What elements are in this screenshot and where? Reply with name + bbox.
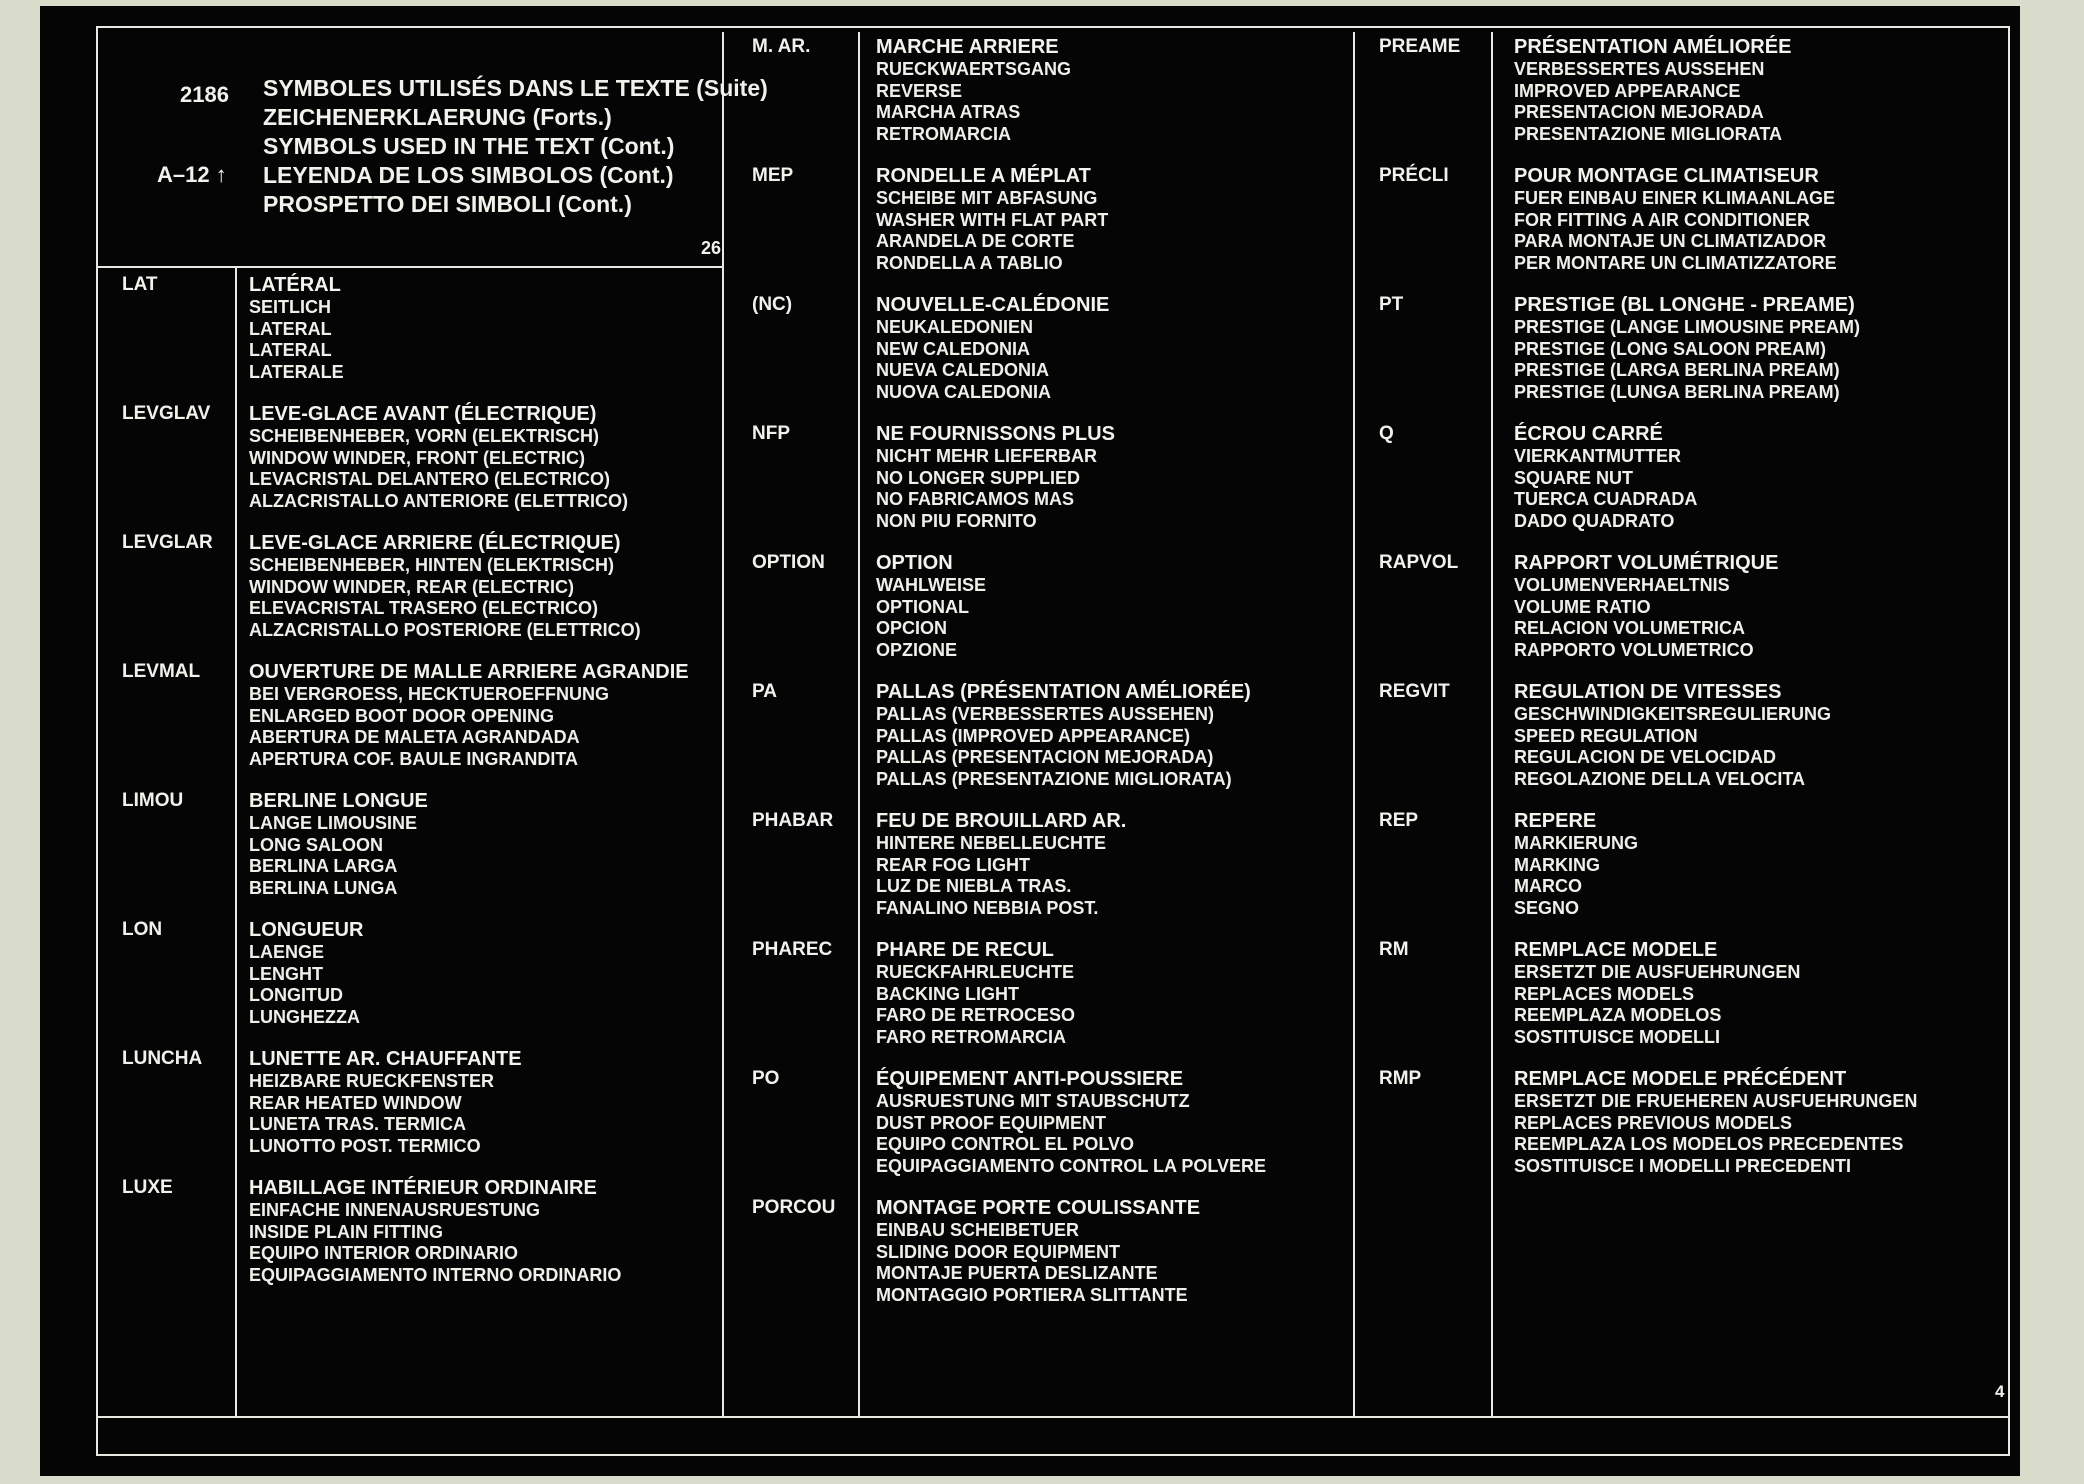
entry-translations (249, 661, 689, 770)
term-translation: LONG SALOON (249, 834, 383, 855)
term-french: POUR MONTAGE CLIMATISEUR (1514, 165, 1819, 187)
entry-abbreviation: RM (1379, 939, 1409, 960)
term-translation: LONGITUD (249, 985, 343, 1005)
entry-abbreviation: PORCOU (752, 1197, 836, 1218)
entry-abbreviation: PA (752, 681, 777, 702)
term-translation: GESCHWINDIGKEITSREGULIERUNG (1514, 704, 1832, 724)
entry-translations (876, 36, 1071, 145)
entry-abbreviation: PHAREC (752, 939, 833, 960)
term-translation: DADO QUADRATO (1514, 510, 1675, 531)
term-translation: RONDELLA A TABLIO (876, 252, 1063, 273)
term-translation: OPZIONE (876, 639, 958, 660)
term-translation: NICHT MEHR LIEFERBAR (876, 446, 1097, 466)
term-translation: FANALINO NEBBIA POST. (876, 897, 1099, 918)
entry-abbreviation: RAPVOL (1379, 552, 1459, 573)
term-translation: PARA MONTAJE UN CLIMATIZADOR (1514, 231, 1827, 251)
term-translation: PALLAS (VERBESSERTES AUSSEHEN) (876, 704, 1215, 724)
term-translation: SQUARE NUT (1514, 467, 1634, 488)
term-french: ÉCROU CARRÉ (1514, 423, 1663, 445)
entry-translations (249, 790, 428, 899)
term-translation: EQUIPO INTERIOR ORDINARIO (249, 1243, 519, 1263)
term-translation: ALZACRISTALLO POSTERIORE (ELETTRICO) (249, 619, 641, 640)
term-translation: ERSETZT DIE FRUEHEREN AUSFUEHRUNGEN (1514, 1091, 1918, 1111)
term-translation: NO LONGER SUPPLIED (876, 467, 1081, 488)
term-translation: NUOVA CALEDONIA (876, 381, 1051, 402)
term-french: MONTAGE PORTE COULISSANTE (876, 1197, 1201, 1219)
term-french: PHARE DE RECUL (876, 939, 1054, 961)
entry-abbreviation: PREAME (1379, 36, 1461, 57)
term-french: LEVE-GLACE ARRIERE (ÉLECTRIQUE) (249, 532, 621, 554)
term-translation: REGULACION DE VELOCIDAD (1514, 747, 1777, 767)
term-translation: VIERKANTMUTTER (1514, 446, 1681, 466)
term-translation: PRESTIGE (LANGE LIMOUSINE PREAM) (1514, 317, 1861, 337)
term-translation: REEMPLAZA LOS MODELOS PRECEDENTES (1514, 1134, 1904, 1154)
term-translation: RELACION VOLUMETRICA (1514, 618, 1745, 638)
term-translation: BEI VERGROESS, HECKTUEROEFFNUNG (249, 684, 610, 704)
term-translation: NUEVA CALEDONIA (876, 360, 1050, 380)
term-translation: FUER EINBAU EINER KLIMAANLAGE (1514, 188, 1836, 208)
term-translation: DUST PROOF EQUIPMENT (876, 1112, 1107, 1133)
term-translation: TUERCA CUADRADA (1514, 489, 1698, 509)
page-number: 4 (1995, 1382, 2005, 1401)
term-translation: VERBESSERTES AUSSEHEN (1514, 59, 1765, 79)
entry-abbreviation: LEVMAL (122, 661, 201, 682)
term-translation: OPCION (876, 618, 948, 638)
term-translation: MONTAJE PUERTA DESLIZANTE (876, 1263, 1158, 1283)
entry-abbreviation: NFP (752, 423, 790, 444)
term-french: LEVE-GLACE AVANT (ÉLECTRIQUE) (249, 403, 597, 425)
entry-translations (876, 1197, 1200, 1306)
term-translation: MARCO (1514, 876, 1582, 896)
term-french: PALLAS (PRÉSENTATION AMÉLIORÉE) (876, 681, 1251, 703)
term-translation: LAENGE (249, 942, 325, 962)
term-translation: MONTAGGIO PORTIERA SLITTANTE (876, 1284, 1188, 1305)
term-translation: REPLACES PREVIOUS MODELS (1514, 1112, 1793, 1133)
term-translation: LANGE LIMOUSINE (249, 813, 418, 833)
term-french: NOUVELLE-CALÉDONIE (876, 294, 1110, 316)
entry-translations (1514, 939, 1800, 1048)
term-translation: NON PIU FORNITO (876, 510, 1037, 531)
term-translation: LUNGHEZZA (249, 1006, 360, 1027)
entry-abbreviation: (NC) (752, 294, 793, 315)
term-translation: SPEED REGULATION (1514, 725, 1698, 746)
term-translation: LATERAL (249, 318, 332, 339)
term-translation: LATERALE (249, 361, 344, 382)
term-translation: OPTIONAL (876, 596, 969, 617)
term-translation: EQUIPAGGIAMENTO CONTROL LA POLVERE (876, 1155, 1267, 1176)
entry-abbreviation: LUXE (122, 1177, 173, 1198)
entry-abbreviation: LUNCHA (122, 1048, 203, 1069)
entry-translations (249, 919, 363, 1028)
entry-abbreviation: LIMOU (122, 790, 184, 811)
entry-translations (1514, 1068, 1917, 1177)
section-page: 26 (701, 238, 722, 258)
term-translation: RAPPORTO VOLUMETRICO (1514, 639, 1754, 660)
term-translation: BACKING LIGHT (876, 983, 1019, 1004)
term-translation: VOLUME RATIO (1514, 596, 1651, 617)
entry-abbreviation: RMP (1379, 1068, 1422, 1089)
entry-abbreviation: PRÉCLI (1379, 165, 1449, 186)
header-title: SYMBOLS USED IN THE TEXT (Cont.) (263, 133, 675, 159)
term-translation: FARO RETROMARCIA (876, 1026, 1066, 1047)
entry-abbreviation: PT (1379, 294, 1404, 315)
term-translation: LUNOTTO POST. TERMICO (249, 1135, 481, 1156)
term-french: HABILLAGE INTÉRIEUR ORDINAIRE (249, 1177, 597, 1199)
entry-translations (249, 274, 344, 383)
term-translation: SOSTITUISCE MODELLI (1514, 1026, 1721, 1047)
term-translation: PRESENTAZIONE MIGLIORATA (1514, 123, 1782, 144)
term-french: REMPLACE MODELE PRÉCÉDENT (1514, 1068, 1847, 1090)
term-translation: LEVACRISTAL DELANTERO (ELECTRICO) (249, 469, 610, 489)
term-translation: NEUKALEDONIEN (876, 317, 1034, 337)
term-translation: ALZACRISTALLO ANTERIORE (ELETTRICO) (249, 490, 628, 511)
term-translation: RETROMARCIA (876, 123, 1011, 144)
divider-right-abbr (1491, 32, 1493, 1418)
term-translation: HINTERE NEBELLEUCHTE (876, 833, 1107, 853)
term-translation: MARKIERUNG (1514, 833, 1638, 853)
entry-abbreviation: PHABAR (752, 810, 834, 831)
term-translation: REAR FOG LIGHT (876, 854, 1030, 875)
term-translation: WINDOW WINDER, REAR (ELECTRIC) (249, 576, 574, 597)
term-translation: LUNETA TRAS. TERMICA (249, 1114, 466, 1134)
term-translation: HEIZBARE RUECKFENSTER (249, 1071, 495, 1091)
entry-translations (876, 1068, 1266, 1177)
entry-abbreviation: LON (122, 919, 163, 940)
term-french: LUNETTE AR. CHAUFFANTE (249, 1048, 522, 1070)
entry-translations (1514, 810, 1638, 919)
term-translation: ELEVACRISTAL TRASERO (ELECTRICO) (249, 598, 599, 618)
term-translation: INSIDE PLAIN FITTING (249, 1221, 444, 1242)
term-translation: REEMPLAZA MODELOS (1514, 1005, 1722, 1025)
term-french: OUVERTURE DE MALLE ARRIERE AGRANDIE (249, 661, 689, 683)
term-translation: SOSTITUISCE I MODELLI PRECEDENTI (1514, 1155, 1852, 1176)
microfiche-frame (40, 6, 2020, 1476)
term-french: RAPPORT VOLUMÉTRIQUE (1514, 552, 1779, 574)
entry-translations (876, 939, 1075, 1048)
term-french: RONDELLE A MÉPLAT (876, 165, 1091, 187)
term-translation: PALLAS (PRESENTACION MEJORADA) (876, 747, 1214, 767)
term-french: NE FOURNISSONS PLUS (876, 423, 1115, 445)
term-translation: RUECKFAHRLEUCHTE (876, 962, 1074, 982)
entry-abbreviation: LEVGLAR (122, 532, 213, 553)
entry-translations (1514, 36, 1791, 145)
term-french: ÉQUIPEMENT ANTI-POUSSIERE (876, 1068, 1184, 1090)
term-translation: AUSRUESTUNG MIT STAUBSCHUTZ (876, 1091, 1190, 1111)
term-french: REGULATION DE VITESSES (1514, 681, 1782, 703)
term-translation: ENLARGED BOOT DOOR OPENING (249, 705, 555, 726)
term-translation: REVERSE (876, 80, 963, 101)
term-translation: LENGHT (249, 963, 323, 984)
term-translation: WASHER WITH FLAT PART (876, 209, 1109, 230)
term-translation: PRESTIGE (LARGA BERLINA PREAM) (1514, 360, 1840, 380)
entry-translations (249, 1177, 621, 1286)
term-french: PRESTIGE (BL LONGHE - PREAME) (1514, 294, 1855, 316)
term-translation: SCHEIBENHEBER, VORN (ELEKTRISCH) (249, 426, 600, 446)
term-translation: BERLINA LUNGA (249, 877, 398, 898)
term-translation: PRESTIGE (LONG SALOON PREAM) (1514, 338, 1827, 359)
entry-abbreviation: LEVGLAV (122, 403, 211, 424)
term-translation: PALLAS (PRESENTAZIONE MIGLIORATA) (876, 768, 1232, 789)
header-title: ZEICHENERKLAERUNG (Forts.) (263, 104, 612, 130)
term-translation: EINBAU SCHEIBETUER (876, 1220, 1080, 1240)
term-translation: BERLINA LARGA (249, 856, 398, 876)
term-translation: SEITLICH (249, 297, 332, 317)
entry-translations (249, 1048, 522, 1157)
entry-translations (1514, 681, 1831, 790)
header-title: PROSPETTO DEI SIMBOLI (Cont.) (263, 191, 632, 217)
divider-left-abbr (235, 268, 237, 1418)
term-translation: NEW CALEDONIA (876, 338, 1030, 359)
term-translation: VOLUMENVERHAELTNIS (1514, 575, 1730, 595)
term-french: OPTION (876, 552, 953, 574)
term-french: REPERE (1514, 810, 1597, 832)
term-french: MARCHE ARRIERE (876, 36, 1059, 58)
entry-translations (876, 165, 1108, 274)
entry-translations (876, 552, 986, 661)
term-translation: FOR FITTING A AIR CONDITIONER (1514, 209, 1810, 230)
entry-translations (1514, 423, 1697, 532)
term-translation: IMPROVED APPEARANCE (1514, 80, 1741, 101)
term-translation: EINFACHE INNENAUSRUESTUNG (249, 1200, 541, 1220)
entry-translations (876, 810, 1126, 919)
term-translation: ABERTURA DE MALETA AGRANDADA (249, 727, 580, 747)
term-translation: LATERAL (249, 340, 332, 360)
header-titles (263, 74, 768, 219)
term-translation: RUECKWAERTSGANG (876, 59, 1072, 79)
term-french: LONGUEUR (249, 919, 364, 941)
entry-translations (249, 532, 641, 641)
entry-abbreviation: M. AR. (752, 36, 811, 57)
entry-abbreviation: Q (1379, 423, 1394, 444)
entry-translations (876, 294, 1109, 403)
term-translation: PALLAS (IMPROVED APPEARANCE) (876, 725, 1191, 746)
term-translation: REGOLAZIONE DELLA VELOCITA (1514, 768, 1805, 789)
term-translation: PRESTIGE (LUNGA BERLINA PREAM) (1514, 381, 1840, 402)
entry-translations (876, 423, 1115, 532)
term-french: FEU DE BROUILLARD AR. (876, 810, 1127, 832)
entry-abbreviation: PO (752, 1068, 780, 1089)
term-translation: SCHEIBENHEBER, HINTEN (ELEKTRISCH) (249, 555, 615, 575)
term-translation: FARO DE RETROCESO (876, 1005, 1076, 1025)
entry-abbreviation: LAT (122, 274, 158, 295)
divider-col1-col2 (722, 32, 724, 1418)
term-translation: SLIDING DOOR EQUIPMENT (876, 1241, 1121, 1262)
entry-translations (249, 403, 628, 512)
bottom-rule (98, 1416, 2008, 1418)
term-translation: EQUIPO CONTROL EL POLVO (876, 1134, 1135, 1154)
entry-translations (1514, 165, 1837, 274)
term-translation: SCHEIBE MIT ABFASUNG (876, 188, 1098, 208)
header-rule (98, 266, 724, 268)
term-translation: LUZ DE NIEBLA TRAS. (876, 876, 1072, 896)
term-translation: WINDOW WINDER, FRONT (ELECTRIC) (249, 447, 585, 468)
divider-mid-abbr (858, 32, 860, 1418)
entry-translations (1514, 552, 1778, 661)
term-translation: MARKING (1514, 854, 1600, 875)
term-translation: PRESENTACION MEJORADA (1514, 102, 1764, 122)
catalog-number: 2186 (180, 82, 229, 107)
term-translation: EQUIPAGGIAMENTO INTERNO ORDINARIO (249, 1264, 622, 1285)
entry-abbreviation: OPTION (752, 552, 825, 573)
term-translation: ARANDELA DE CORTE (876, 231, 1075, 251)
term-translation: ERSETZT DIE AUSFUEHRUNGEN (1514, 962, 1801, 982)
entry-translations (1514, 294, 1860, 403)
term-translation: APERTURA COF. BAULE INGRANDITA (249, 748, 578, 769)
entry-abbreviation: MEP (752, 165, 794, 186)
term-translation: SEGNO (1514, 897, 1580, 918)
term-french: PRÉSENTATION AMÉLIORÉE (1514, 36, 1792, 58)
reference-code: A–12 ↑ (157, 162, 227, 187)
entry-abbreviation: REGVIT (1379, 681, 1450, 702)
term-french: LATÉRAL (249, 274, 341, 296)
term-translation: REPLACES MODELS (1514, 983, 1695, 1004)
term-translation: WAHLWEISE (876, 575, 987, 595)
term-translation: REAR HEATED WINDOW (249, 1092, 462, 1113)
entry-abbreviation: REP (1379, 810, 1419, 831)
divider-col2-col3 (1353, 32, 1355, 1418)
term-translation: NO FABRICAMOS MAS (876, 489, 1074, 509)
term-french: BERLINE LONGUE (249, 790, 428, 812)
term-translation: MARCHA ATRAS (876, 102, 1021, 122)
header-title: SYMBOLES UTILISÉS DANS LE TEXTE (Suite) (263, 75, 768, 101)
entry-translations (876, 681, 1251, 790)
term-french: REMPLACE MODELE (1514, 939, 1718, 961)
header-title: LEYENDA DE LOS SIMBOLOS (Cont.) (263, 162, 674, 188)
term-translation: PER MONTARE UN CLIMATIZZATORE (1514, 252, 1837, 273)
